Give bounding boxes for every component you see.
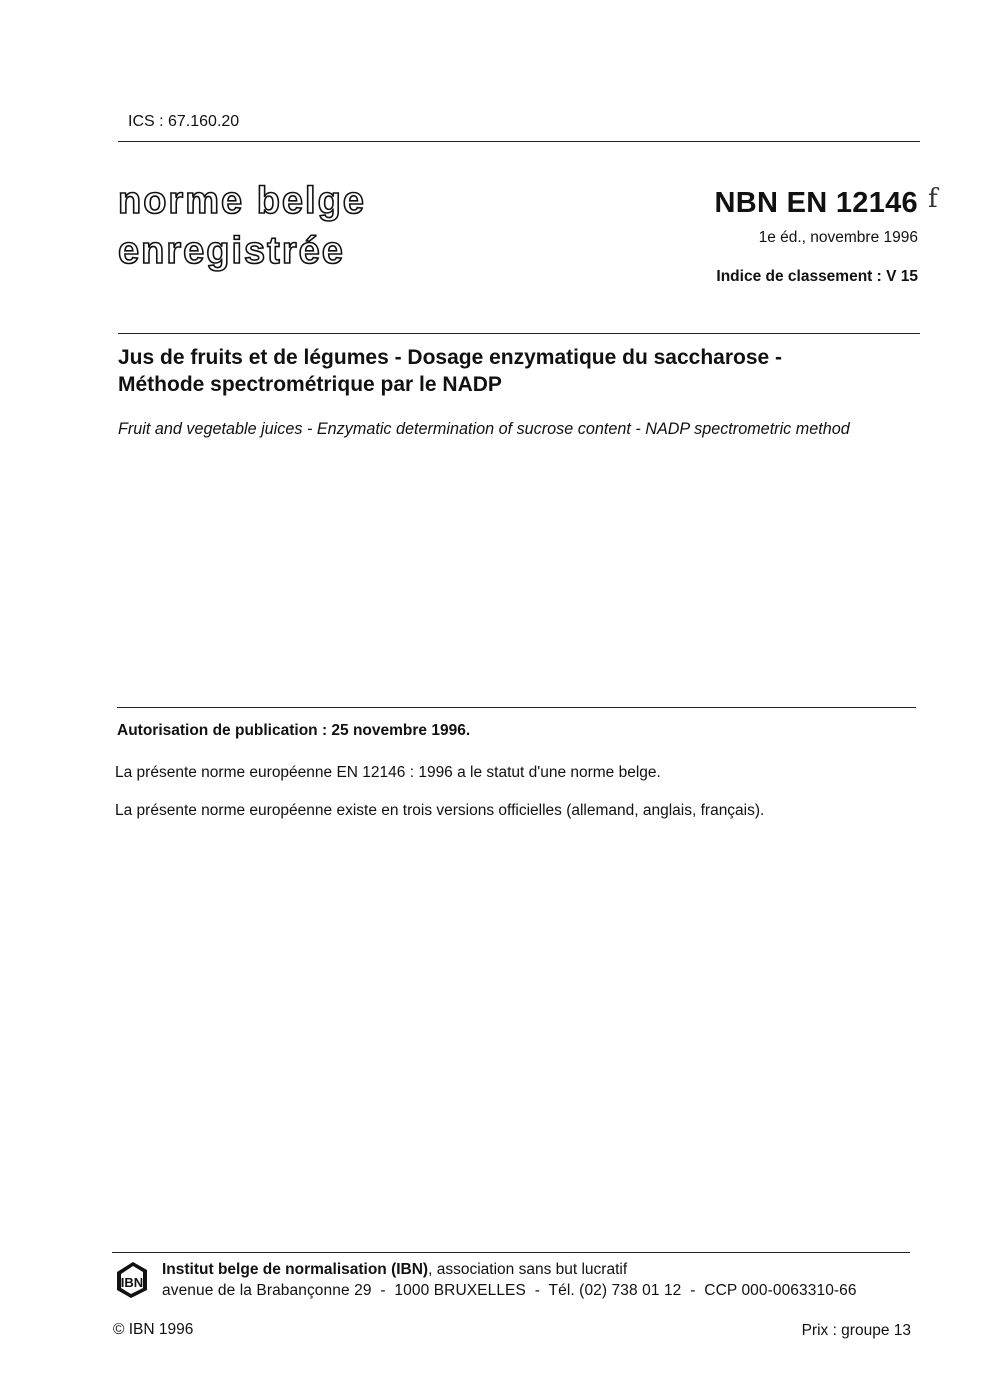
price-group: Prix : groupe 13 xyxy=(801,1322,911,1339)
header-rule xyxy=(118,141,920,142)
institute-suffix: , association sans but lucratif xyxy=(428,1261,628,1278)
brand-title-line2: enregistrée xyxy=(118,230,345,272)
versions-statement: La présente norme européenne existe en trois versions officielles (allemand, anglais, français). xyxy=(115,802,765,819)
french-title xyxy=(118,344,920,398)
handwritten-mark: f xyxy=(928,184,938,214)
english-title: Fruit and vegetable juices - Enzymatic determination of sucrose content - NADP spectrometric method xyxy=(118,420,850,438)
standard-number: NBN EN 12146 xyxy=(714,187,918,219)
ibn-logo-icon xyxy=(113,1260,151,1300)
institute-name: Institut belge de normalisation (IBN) xyxy=(162,1261,429,1278)
french-title-line1: Jus de fruits et de légumes - Dosage enzymatique du saccharose - xyxy=(118,346,783,369)
edition-date: 1e éd., novembre 1996 xyxy=(758,229,918,246)
footer-rule xyxy=(112,1252,910,1253)
ics-code: ICS : 67.160.20 xyxy=(128,113,240,130)
french-title-line2: Méthode spectrométrique par le NADP xyxy=(118,373,502,396)
institute-address: avenue de la Brabançonne 29 - 1000 BRUXELLES - Tél. (02) 738 01 12 - CCP 000-0063310-66 xyxy=(162,1282,857,1299)
classification-index: Indice de classement : V 15 xyxy=(716,268,918,285)
copyright: © IBN 1996 xyxy=(113,1321,194,1338)
title-rule xyxy=(118,333,920,334)
institute-line xyxy=(162,1261,627,1279)
status-statement: La présente norme européenne EN 12146 : 1996 a le statut d'une norme belge. xyxy=(115,764,661,781)
body-rule xyxy=(117,707,916,708)
brand-title-line1: norme belge xyxy=(118,180,366,222)
logo-text: IBN xyxy=(120,1275,144,1290)
publication-authorization: Autorisation de publication : 25 novembre 1996. xyxy=(117,722,471,739)
